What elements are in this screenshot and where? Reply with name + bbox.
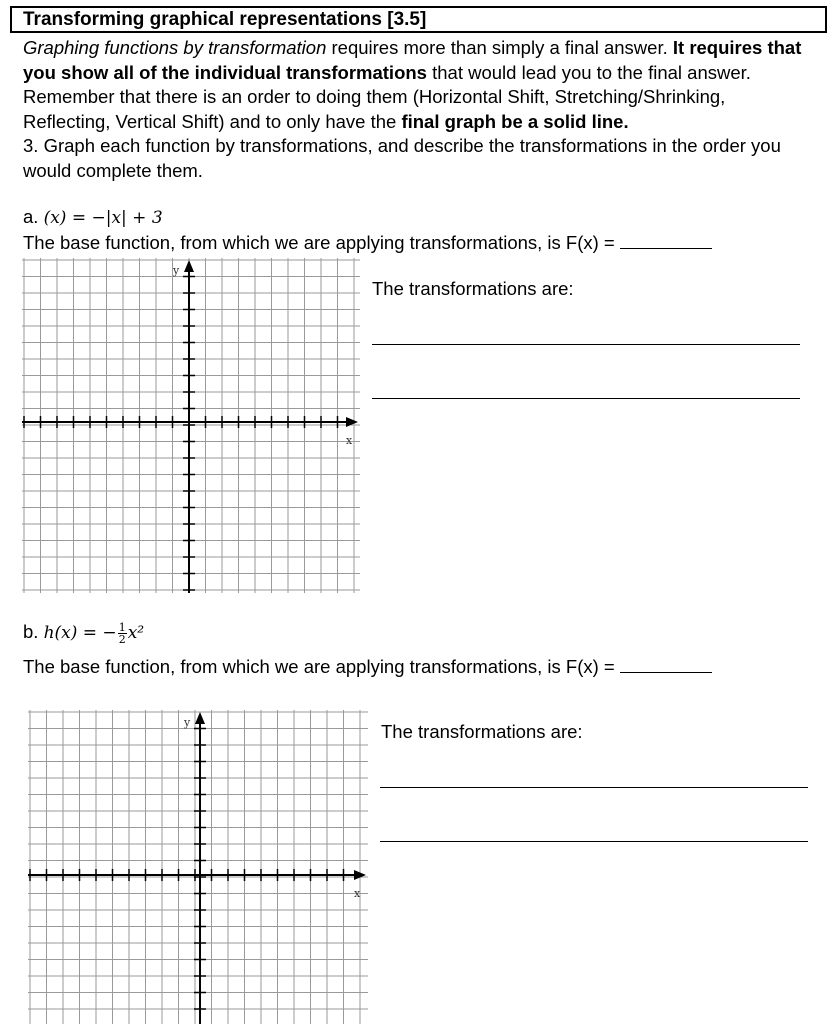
problem-b-graph-grid[interactable] bbox=[28, 710, 368, 1024]
problem-b-function-lhs: h(x) = − bbox=[43, 623, 117, 643]
problem-a-base-function bbox=[23, 230, 712, 255]
intro-text-2: that would lead you to the final answer. Remember that there is an order to doing them (Horizontal Shift, Stretching/Shrinking, Reflecting, Vertical Shift) and to only have the bbox=[23, 61, 751, 132]
intro-bold-1: It requires that you show all of the individual transformations bbox=[23, 37, 802, 83]
problem-b-heading bbox=[23, 620, 144, 645]
y-axis-label: y bbox=[173, 264, 180, 277]
problem-b-base-answer-blank[interactable] bbox=[620, 654, 712, 673]
problem-a-base-prompt: The base function, from which we are applying transformations, is F(x) = bbox=[23, 232, 620, 253]
problem-b-answer-line-1[interactable] bbox=[380, 787, 808, 788]
intro-bold-2: final graph be a solid line. bbox=[401, 110, 629, 132]
x-axis-label: x bbox=[354, 887, 361, 900]
instructions bbox=[23, 36, 813, 183]
problem-a-answer-line-1[interactable] bbox=[372, 344, 800, 345]
page-title: Transforming graphical representations [3.5] bbox=[10, 6, 827, 33]
problem-a-base-answer-blank[interactable] bbox=[620, 230, 712, 249]
question-text: 3. Graph each function by transformations, and describe the transformations in the order you would complete them. bbox=[23, 135, 781, 181]
problem-b-transformations-label: The transformations are: bbox=[381, 721, 583, 742]
problem-b-label: b. bbox=[23, 621, 39, 642]
problem-a-transformations-label: The transformations are: bbox=[372, 278, 574, 299]
y-axis-arrow-icon bbox=[195, 712, 205, 724]
problem-b-answer-line-2[interactable] bbox=[380, 841, 808, 842]
problem-b-base-function bbox=[23, 654, 712, 679]
problem-b-fraction-denominator: 2 bbox=[118, 632, 126, 646]
problem-a-heading bbox=[23, 205, 163, 230]
problem-a-function: (x) = −|x| + 3 bbox=[43, 208, 163, 228]
y-axis-arrow-icon bbox=[184, 260, 194, 272]
problem-b-fraction-numerator: 1 bbox=[118, 620, 126, 634]
intro-text-1: requires more than simply a final answer. bbox=[326, 37, 673, 58]
problem-b-function-rhs: x² bbox=[127, 623, 145, 643]
x-axis-label: x bbox=[346, 434, 353, 447]
y-axis-label: y bbox=[184, 716, 191, 729]
problem-a-graph-grid[interactable] bbox=[22, 258, 360, 593]
intro-italic: Graphing functions by transformation bbox=[23, 37, 327, 58]
problem-b-fraction bbox=[118, 622, 127, 645]
problem-a-answer-line-2[interactable] bbox=[372, 398, 800, 399]
problem-a-label: a. bbox=[23, 206, 39, 227]
problem-b-base-prompt: The base function, from which we are applying transformations, is F(x) = bbox=[23, 656, 620, 677]
intro-paragraph bbox=[23, 36, 813, 134]
